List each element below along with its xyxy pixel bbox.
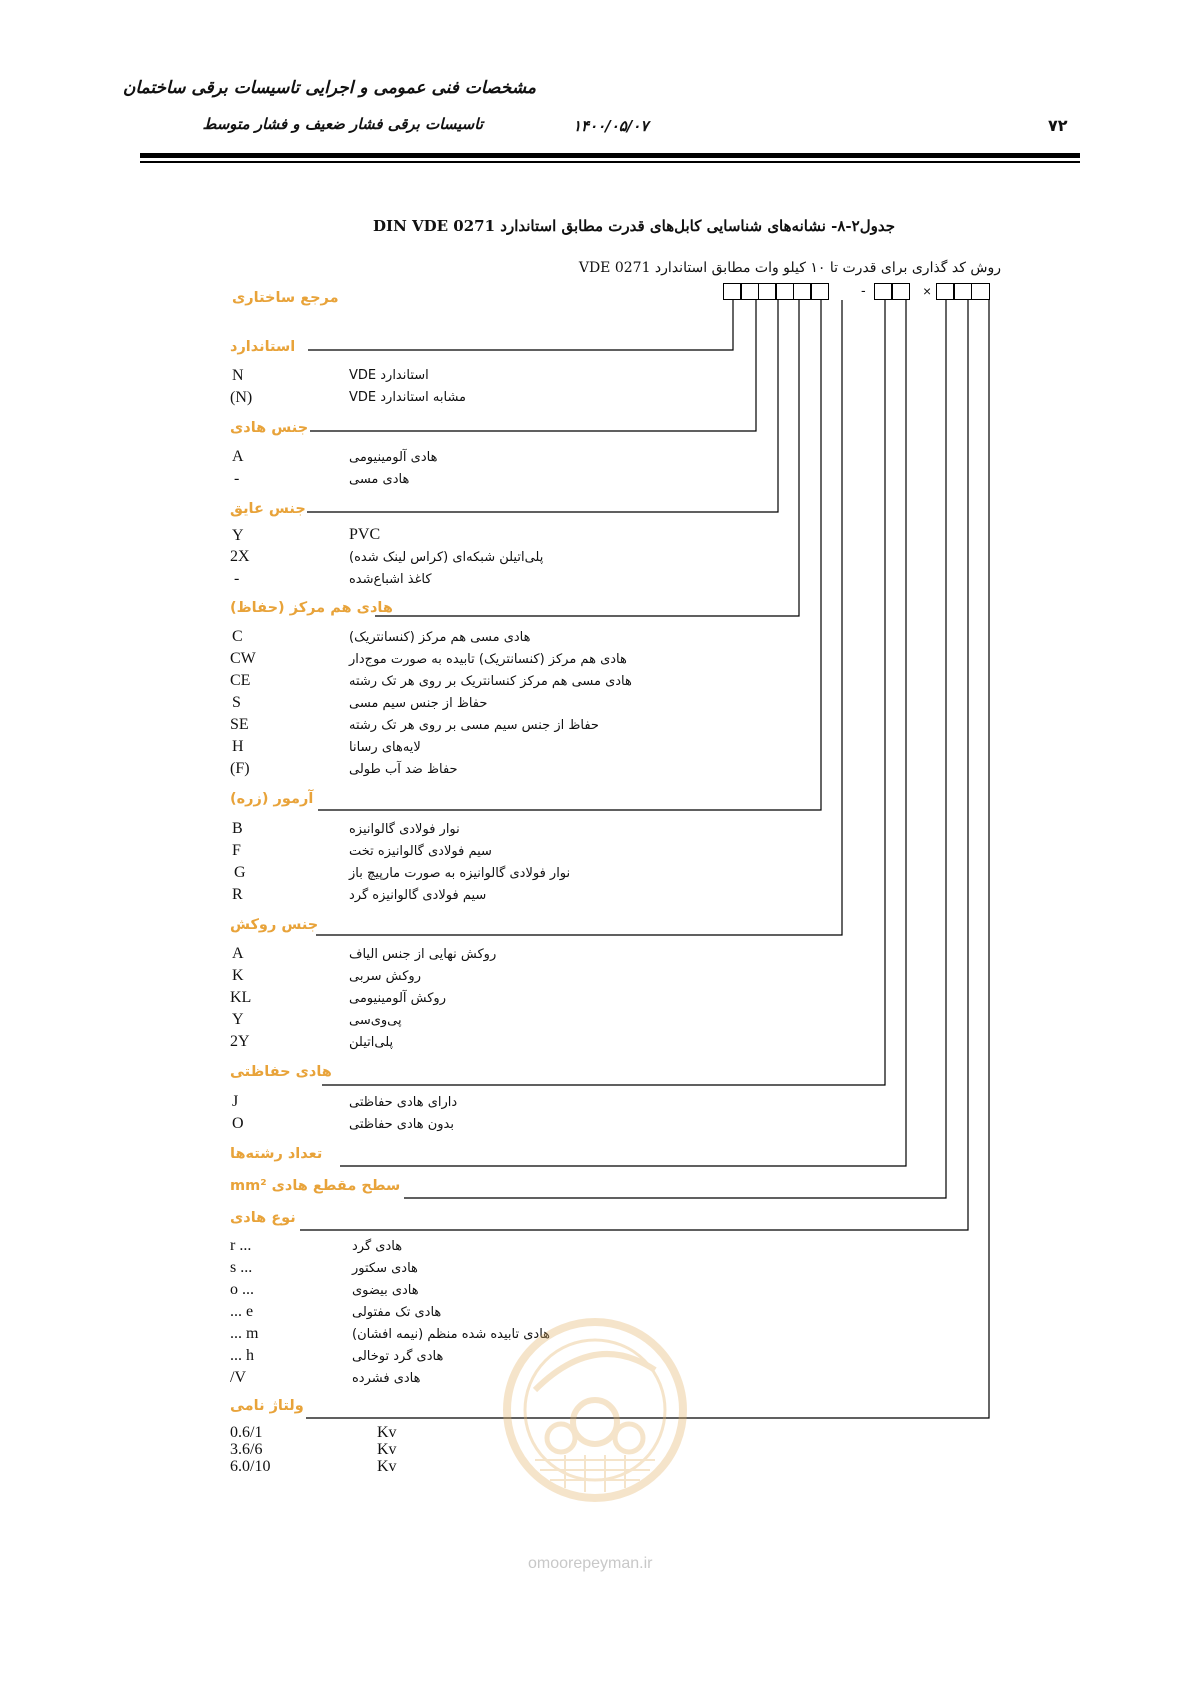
unit-kv-1: Kv: [377, 1424, 397, 1441]
desc-xlpe: پلی‌اتیلن شبکه‌ای (کراس لینک شده): [349, 550, 544, 565]
code-voltage-6-0: 6.0/10: [230, 1458, 271, 1475]
desc-KL: روکش آلومینیومی: [349, 991, 446, 1006]
code-SE: SE: [230, 716, 249, 733]
code-o: o ...: [230, 1281, 254, 1298]
desc-CE: هادی مسی هم مرکز کنسانتریک بر روی هر تک رشته: [349, 674, 632, 689]
code-R: R: [232, 886, 243, 903]
desc-e: هادی تک مفتولی: [352, 1305, 442, 1320]
code-V: /V: [230, 1369, 246, 1386]
code-voltage-0-6: 0.6/1: [230, 1424, 263, 1441]
section-concentric-label: هادی هم مرکز (حفاظ): [230, 600, 393, 616]
desc-SE: حفاظ از جنس سیم مسی بر روی هر تک رشته: [349, 718, 599, 733]
section-cross-section-label: سطح مقطع هادی mm²: [230, 1178, 401, 1194]
code-2X: 2X: [230, 548, 250, 565]
document-subtitle: تاسیسات برقی فشار ضعیف و فشار متوسط: [202, 115, 483, 133]
code-Y-insulation: Y: [232, 527, 244, 544]
code-N-similar: (N): [230, 389, 253, 406]
code-A-sheath: A: [232, 945, 244, 962]
code-N: N: [232, 367, 244, 384]
code-Y-sheath: Y: [232, 1011, 244, 1028]
code-F-armour: F: [232, 842, 241, 859]
watermark-url: omoorepeyman.ir: [528, 1555, 653, 1572]
desc-pvc: PVC: [349, 526, 381, 543]
structure-reference-label: مرجع ساختاری: [232, 290, 339, 306]
desc-m: هادی تابیده شده منظم (نیمه افشان): [352, 1327, 551, 1342]
code-times: ×: [923, 283, 932, 299]
section-protective-label: هادی حفاظتی: [230, 1064, 332, 1080]
section-armour-label: آرمور (زره): [230, 791, 314, 807]
desc-r: هادی گرد: [352, 1239, 403, 1254]
desc-Y-sheath: پی‌وی‌سی: [349, 1013, 402, 1028]
connector-conductor: [310, 300, 756, 431]
code-CW: CW: [230, 650, 256, 667]
connector-protective: [322, 300, 885, 1085]
desc-O: بدون هادی حفاظتی: [349, 1117, 454, 1132]
desc-V: هادی فشرده: [352, 1371, 421, 1386]
section-conductor-type-label: نوع هادی: [230, 1210, 296, 1226]
desc-B: نوار فولادی گالوانیزه: [349, 822, 460, 837]
desc-C: هادی مسی هم مرکز (کنسانتریک): [349, 630, 531, 645]
coding-method-line: روش کد گذاری برای قدرت تا ۱۰ کیلو وات مطابق استاندارد VDE 0271: [578, 260, 1001, 276]
code-KL: KL: [230, 989, 252, 1006]
code-m: ... m: [230, 1325, 259, 1342]
section-insulation-label: جنس عایق: [230, 501, 306, 517]
code-A-aluminium: A: [232, 448, 244, 465]
code-G: G: [234, 864, 246, 881]
unit-kv-3: Kv: [377, 1458, 397, 1475]
desc-CW: هادی هم مرکز (کنسانتریک) تابیده به صورت موج‌دار: [349, 652, 627, 667]
desc-R: سیم فولادی گالوانیزه گرد: [349, 888, 487, 903]
desc-H: لایه‌های رسانا: [349, 740, 421, 755]
desc-copper: هادی مسی: [349, 472, 410, 487]
code-H: H: [232, 738, 244, 755]
code-F-watertight: (F): [230, 760, 250, 777]
code-CE: CE: [230, 672, 251, 689]
desc-paper: کاغذ اشباع‌شده: [349, 572, 432, 587]
code-B: B: [232, 820, 243, 837]
code-dash: -: [861, 282, 866, 298]
desc-A-sheath: روکش نهایی از جنس الیاف: [349, 947, 497, 962]
code-K: K: [232, 967, 244, 984]
code-e: ... e: [230, 1303, 254, 1320]
connector-standard: [308, 300, 733, 350]
desc-aluminium: هادی آلومینیومی: [349, 450, 438, 465]
code-J: J: [232, 1093, 239, 1110]
desc-F-armour: سیم فولادی گالوانیزه تخت: [349, 844, 492, 859]
desc-K: روکش سربی: [349, 969, 421, 984]
connector-concentric: [375, 300, 799, 616]
section-cores-label: تعداد رشته‌ها: [230, 1146, 323, 1162]
section-standard-label: استاندارد: [230, 339, 296, 355]
page-number: ۷۲: [1048, 116, 1068, 135]
desc-s: هادی سکتور: [352, 1261, 418, 1276]
code-2Y: 2Y: [230, 1033, 250, 1050]
document-date: ۱۴۰۰/۰۵/۰۷: [573, 117, 649, 135]
table-caption: جدول۲-۸- نشانه‌های شناسایی کابل‌های قدرت مطابق استاندارد DIN VDE 0271: [373, 217, 895, 235]
connector-voltage: [306, 300, 989, 1418]
code-paper: -: [234, 570, 240, 587]
code-voltage-3-6: 3.6/6: [230, 1441, 263, 1458]
code-S: S: [232, 694, 241, 711]
desc-S: حفاظ از جنس سیم مسی: [349, 696, 488, 711]
unit-kv-2: Kv: [377, 1441, 397, 1458]
desc-o: هادی بیضوی: [352, 1283, 419, 1298]
desc-F-watertight: حفاظ ضد آب طولی: [349, 762, 458, 777]
section-sheath-label: جنس روکش: [230, 917, 319, 933]
desc-2Y: پلی‌اتیلن: [349, 1035, 394, 1050]
document-title: مشخصات فنی عمومی و اجرایی تاسیسات برقی ساختمان: [122, 78, 536, 98]
desc-G: نوار فولادی گالوانیزه به صورت مارپیچ باز: [349, 866, 571, 881]
code-s: s ...: [230, 1259, 253, 1276]
desc-N: استاندارد VDE: [349, 368, 429, 383]
desc-J: دارای هادی حفاظتی: [349, 1095, 458, 1110]
desc-h: هادی گرد توخالی: [352, 1349, 444, 1364]
code-C: C: [232, 628, 243, 645]
code-O: O: [232, 1115, 244, 1132]
code-h: ... h: [230, 1347, 254, 1364]
code-r: r ...: [230, 1237, 252, 1254]
code-copper: -: [234, 470, 240, 487]
connector-cross-section: [404, 300, 946, 1198]
desc-N-similar: مشابه استاندارد VDE: [349, 390, 467, 405]
section-conductor-material-label: جنس هادی: [230, 420, 309, 436]
watermark-logo: [495, 1310, 695, 1510]
section-voltage-label: ولتاژ نامی: [230, 1398, 304, 1414]
